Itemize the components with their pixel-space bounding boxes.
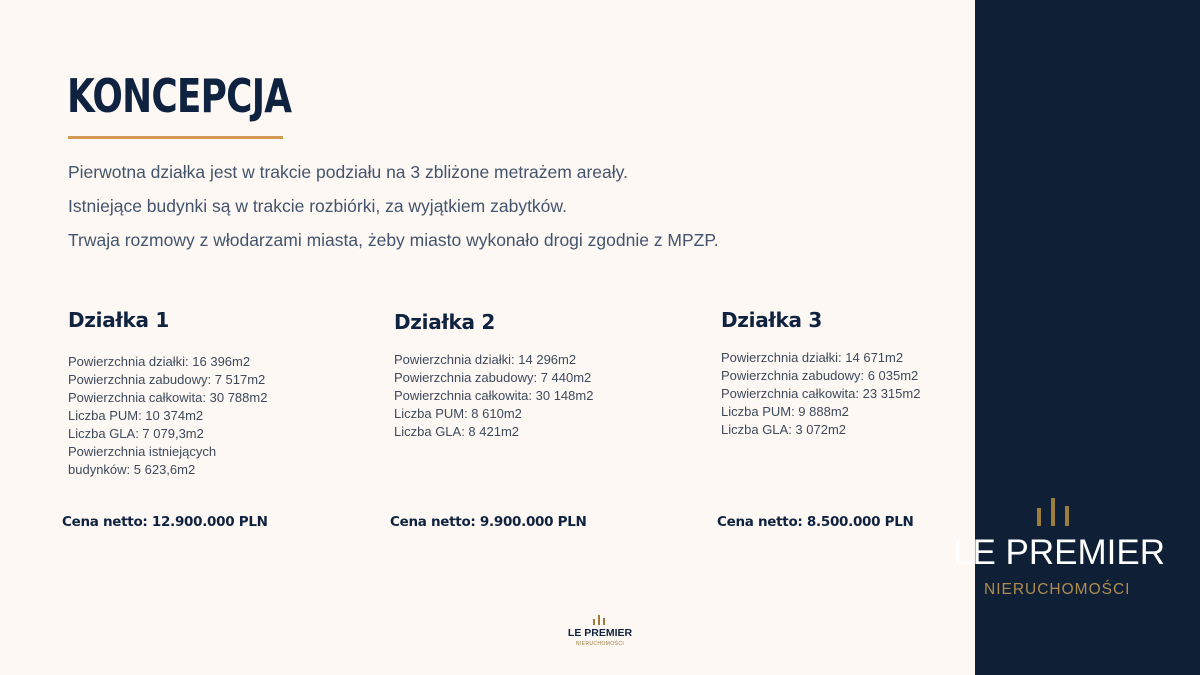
plot-2-column <box>394 307 634 441</box>
plot-3-heading: Działka 3 <box>721 308 822 332</box>
intro-line-3: Trwaja rozmowy z włodarzami miasta, żeby miasto wykonało drogi zgodnie z MPZP. <box>68 230 719 250</box>
plot-2-price: Cena netto: 9.900.000 PLN <box>390 514 587 530</box>
plot-1-detail: Liczba PUM: 10 374m2 <box>68 408 204 423</box>
plot-3-column <box>721 305 961 439</box>
intro-text <box>68 160 948 262</box>
plot-1-column <box>68 305 308 479</box>
plot-1-price: Cena netto: 12.900.000 PLN <box>62 514 268 530</box>
plot-2-detail: Powierzchnia działki: 14 296m2 <box>394 352 577 367</box>
plot-2-heading: Działka 2 <box>394 310 495 334</box>
plot-3-price: Cena netto: 8.500.000 PLN <box>717 514 914 530</box>
sidebar-logo-name: LE PREMIER <box>953 533 1165 572</box>
plot-1-detail: Powierzchnia działki: 16 396m2 <box>68 354 251 369</box>
page-title: KONCEPCJA <box>67 69 292 123</box>
footer-logo-bars-icon <box>593 615 605 625</box>
title-underline <box>68 136 283 139</box>
plot-1-detail: Liczba GLA: 7 079,3m2 <box>68 426 204 441</box>
plot-1-detail: Powierzchnia całkowita: 30 788m2 <box>68 390 268 405</box>
plot-3-detail: Powierzchnia całkowita: 23 315m2 <box>721 386 921 401</box>
sidebar-logo-bars-icon <box>1037 498 1069 526</box>
plot-3-detail: Liczba PUM: 9 888m2 <box>721 404 849 419</box>
plot-1-heading: Działka 1 <box>68 308 169 332</box>
plot-1-detail: Powierzchnia istniejących budynków: 5 623,6m2 <box>68 444 217 477</box>
plot-3-detail: Liczba GLA: 3 072m2 <box>721 422 847 437</box>
plot-2-detail: Liczba GLA: 8 421m2 <box>394 424 520 439</box>
intro-line-1: Pierwotna działka jest w trakcie podziału na 3 zbliżone metrażem areały. <box>68 162 628 182</box>
sidebar-logo-tagline: NIERUCHOMOŚCI <box>984 581 1131 598</box>
plot-1-detail: Powierzchnia zabudowy: 7 517m2 <box>68 372 266 387</box>
intro-line-2: Istniejące budynki są w trakcie rozbiórki, za wyjątkiem zabytków. <box>68 196 567 216</box>
plot-2-detail: Powierzchnia zabudowy: 7 440m2 <box>394 370 592 385</box>
plot-2-detail: Powierzchnia całkowita: 30 148m2 <box>394 388 594 403</box>
footer-logo-tagline: NIERUCHOMOŚCI <box>575 641 625 647</box>
plot-3-detail: Powierzchnia zabudowy: 6 035m2 <box>721 368 919 383</box>
plot-2-detail: Liczba PUM: 8 610m2 <box>394 406 522 421</box>
footer-logo-name: LE PREMIER <box>567 627 633 639</box>
plot-3-detail: Powierzchnia działki: 14 671m2 <box>721 350 904 365</box>
